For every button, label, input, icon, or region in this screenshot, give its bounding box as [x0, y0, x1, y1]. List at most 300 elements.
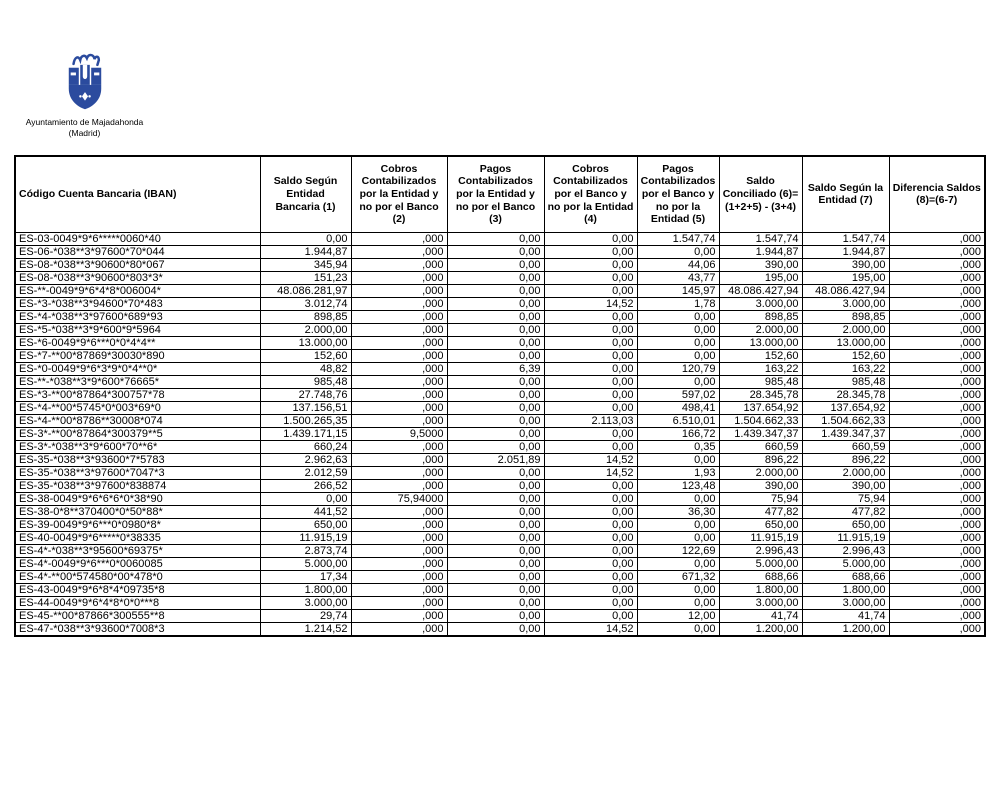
- amount-cell: 3.000,00: [719, 596, 802, 609]
- amount-cell: ,000: [889, 323, 985, 336]
- amount-cell: ,000: [351, 284, 447, 297]
- amount-cell: 195,00: [719, 271, 802, 284]
- amount-cell: 1,78: [637, 297, 719, 310]
- amount-cell: ,000: [889, 297, 985, 310]
- iban-cell: ES-39-0049*9*6***0*0980*8*: [15, 518, 260, 531]
- amount-cell: ,000: [351, 258, 447, 271]
- amount-cell: 1.504.662,33: [802, 414, 889, 427]
- iban-cell: ES-4*-**00*574580*00*478*0: [15, 570, 260, 583]
- amount-cell: 0,00: [447, 492, 544, 505]
- amount-cell: 650,00: [719, 518, 802, 531]
- table-row: [15, 596, 985, 609]
- amount-cell: 985,48: [260, 375, 351, 388]
- amount-cell: ,000: [889, 544, 985, 557]
- table-row: [15, 284, 985, 297]
- amount-cell: ,000: [889, 531, 985, 544]
- amount-cell: 163,22: [719, 362, 802, 375]
- amount-cell: 152,60: [260, 349, 351, 362]
- amount-cell: ,000: [351, 583, 447, 596]
- amount-cell: 5.000,00: [719, 557, 802, 570]
- amount-cell: ,000: [889, 271, 985, 284]
- amount-cell: ,000: [351, 544, 447, 557]
- amount-cell: 650,00: [802, 518, 889, 531]
- amount-cell: ,000: [889, 466, 985, 479]
- amount-cell: 75,94: [802, 492, 889, 505]
- iban-cell: ES-3*-*038**3*9*600*70**6*: [15, 440, 260, 453]
- amount-cell: 0,00: [447, 414, 544, 427]
- amount-cell: ,000: [889, 245, 985, 258]
- amount-cell: 985,48: [802, 375, 889, 388]
- amount-cell: 0,00: [447, 336, 544, 349]
- amount-cell: 1,93: [637, 466, 719, 479]
- iban-cell: ES-**-*038**3*9*600*76665*: [15, 375, 260, 388]
- amount-cell: 48.086.427,94: [802, 284, 889, 297]
- amount-cell: ,000: [889, 362, 985, 375]
- amount-cell: 0,00: [447, 427, 544, 440]
- amount-cell: 2.996,43: [802, 544, 889, 557]
- amount-cell: 3.000,00: [802, 297, 889, 310]
- amount-cell: 2.000,00: [802, 323, 889, 336]
- iban-cell: ES-**-0049*9*6*4*8*006004*: [15, 284, 260, 297]
- table-row: [15, 609, 985, 622]
- municipality-crest-logo: [64, 52, 106, 114]
- iban-cell: ES-*5-*038**3*9*600*9*5964: [15, 323, 260, 336]
- amount-cell: 390,00: [802, 258, 889, 271]
- iban-cell: ES-4*-*038**3*95600*69375*: [15, 544, 260, 557]
- amount-cell: 0,00: [544, 258, 637, 271]
- amount-cell: 2.996,43: [719, 544, 802, 557]
- amount-cell: 0,00: [447, 310, 544, 323]
- amount-cell: 0,00: [544, 557, 637, 570]
- amount-cell: ,000: [351, 232, 447, 245]
- amount-cell: ,000: [351, 323, 447, 336]
- amount-cell: 650,00: [260, 518, 351, 531]
- amount-cell: 6.510,01: [637, 414, 719, 427]
- amount-cell: 0,00: [447, 258, 544, 271]
- amount-cell: ,000: [351, 622, 447, 636]
- organization-subtitle: (Madrid): [68, 128, 101, 138]
- amount-cell: 151,23: [260, 271, 351, 284]
- amount-cell: ,000: [351, 362, 447, 375]
- amount-cell: 390,00: [719, 258, 802, 271]
- amount-cell: ,000: [889, 479, 985, 492]
- iban-cell: ES-*0-0049*9*6*3*9*0*4**0*: [15, 362, 260, 375]
- amount-cell: 0,00: [447, 232, 544, 245]
- amount-cell: 0,00: [544, 544, 637, 557]
- amount-cell: 48,82: [260, 362, 351, 375]
- amount-cell: 120,79: [637, 362, 719, 375]
- amount-cell: 0,00: [447, 596, 544, 609]
- amount-cell: 1.504.662,33: [719, 414, 802, 427]
- amount-cell: ,000: [351, 453, 447, 466]
- amount-cell: 266,52: [260, 479, 351, 492]
- amount-cell: 0,00: [637, 453, 719, 466]
- amount-cell: 1.439.347,37: [719, 427, 802, 440]
- table-row: [15, 336, 985, 349]
- amount-cell: 1.500.265,35: [260, 414, 351, 427]
- amount-cell: 166,72: [637, 427, 719, 440]
- amount-cell: 14,52: [544, 453, 637, 466]
- amount-cell: 44,06: [637, 258, 719, 271]
- organization-name: Ayuntamiento de Majadahonda: [25, 117, 144, 127]
- amount-cell: 0,00: [447, 544, 544, 557]
- iban-cell: ES-*3-**00*87864*300757*78: [15, 388, 260, 401]
- amount-cell: 14,52: [544, 466, 637, 479]
- iban-cell: ES-03-0049*9*6*****0060*40: [15, 232, 260, 245]
- amount-cell: 1.944,87: [260, 245, 351, 258]
- amount-cell: 896,22: [719, 453, 802, 466]
- amount-cell: 0,00: [447, 375, 544, 388]
- amount-cell: ,000: [889, 310, 985, 323]
- amount-cell: 28.345,78: [802, 388, 889, 401]
- amount-cell: 441,52: [260, 505, 351, 518]
- amount-cell: ,000: [889, 596, 985, 609]
- iban-cell: ES-40-0049*9*6*****0*38335: [15, 531, 260, 544]
- table-row: [15, 427, 985, 440]
- amount-cell: 0,00: [544, 596, 637, 609]
- amount-cell: 0,00: [447, 388, 544, 401]
- amount-cell: ,000: [351, 336, 447, 349]
- iban-cell: ES-08-*038**3*90600*80*067: [15, 258, 260, 271]
- crest-squiggle: [73, 55, 98, 65]
- amount-cell: ,000: [889, 492, 985, 505]
- column-header: Pagos Contabilizados por el Banco y no por la Entidad (5): [637, 156, 719, 232]
- column-header: Cobros Contabilizados por la Entidad y no por el Banco (2): [351, 156, 447, 232]
- amount-cell: 0,00: [544, 388, 637, 401]
- amount-cell: ,000: [351, 349, 447, 362]
- amount-cell: 11.915,19: [719, 531, 802, 544]
- amount-cell: 0,00: [260, 492, 351, 505]
- table-row: [15, 349, 985, 362]
- table-row: [15, 505, 985, 518]
- amount-cell: 17,34: [260, 570, 351, 583]
- table-row: [15, 492, 985, 505]
- amount-cell: 0,00: [637, 245, 719, 258]
- amount-cell: 48.086.427,94: [719, 284, 802, 297]
- amount-cell: ,000: [889, 518, 985, 531]
- amount-cell: 13.000,00: [719, 336, 802, 349]
- amount-cell: 12,00: [637, 609, 719, 622]
- amount-cell: 898,85: [802, 310, 889, 323]
- column-header: Saldo Según la Entidad (7): [802, 156, 889, 232]
- amount-cell: 0,00: [637, 531, 719, 544]
- amount-cell: 0,00: [447, 323, 544, 336]
- amount-cell: 0,00: [544, 609, 637, 622]
- amount-cell: 0,00: [544, 271, 637, 284]
- amount-cell: 498,41: [637, 401, 719, 414]
- amount-cell: 688,66: [802, 570, 889, 583]
- amount-cell: ,000: [889, 349, 985, 362]
- amount-cell: 1.800,00: [260, 583, 351, 596]
- amount-cell: 0,00: [447, 245, 544, 258]
- amount-cell: 345,94: [260, 258, 351, 271]
- amount-cell: 0,00: [447, 505, 544, 518]
- iban-cell: ES-44-0049*9*6*4*8*0*0***8: [15, 596, 260, 609]
- column-header: Pagos Contabilizados por la Entidad y no por el Banco (3): [447, 156, 544, 232]
- amount-cell: 671,32: [637, 570, 719, 583]
- amount-cell: ,000: [351, 466, 447, 479]
- table-row: [15, 414, 985, 427]
- amount-cell: 27.748,76: [260, 388, 351, 401]
- amount-cell: 660,24: [260, 440, 351, 453]
- iban-cell: ES-4*-0049*9*6***0*0060085: [15, 557, 260, 570]
- amount-cell: 36,30: [637, 505, 719, 518]
- table-row: [15, 271, 985, 284]
- amount-cell: 3.012,74: [260, 297, 351, 310]
- amount-cell: 0,00: [544, 531, 637, 544]
- column-header: Saldo Según Entidad Bancaria (1): [260, 156, 351, 232]
- amount-cell: ,000: [351, 570, 447, 583]
- amount-cell: 13.000,00: [260, 336, 351, 349]
- iban-cell: ES-35-*038**3*97600*7047*3: [15, 466, 260, 479]
- amount-cell: 43,77: [637, 271, 719, 284]
- iban-cell: ES-06-*038**3*97600*70*044: [15, 245, 260, 258]
- amount-cell: 0,00: [637, 323, 719, 336]
- amount-cell: 14,52: [544, 622, 637, 636]
- iban-cell: ES-45-**00*87866*300555**8: [15, 609, 260, 622]
- table-row: [15, 440, 985, 453]
- amount-cell: 0,00: [447, 440, 544, 453]
- amount-cell: 163,22: [802, 362, 889, 375]
- column-header: Código Cuenta Bancaria (IBAN): [15, 156, 260, 232]
- amount-cell: ,000: [889, 401, 985, 414]
- iban-cell: ES-38-0049*9*6*6*6*0*38*90: [15, 492, 260, 505]
- amount-cell: 5.000,00: [802, 557, 889, 570]
- amount-cell: ,000: [351, 518, 447, 531]
- reconciliation-table: [14, 155, 986, 637]
- table-row: [15, 401, 985, 414]
- iban-cell: ES-47-*038**3*93600*7008*3: [15, 622, 260, 636]
- amount-cell: 1.944,87: [802, 245, 889, 258]
- amount-cell: ,000: [889, 284, 985, 297]
- amount-cell: ,000: [351, 440, 447, 453]
- header-row: [15, 156, 985, 232]
- amount-cell: 0,00: [544, 232, 637, 245]
- amount-cell: 2.873,74: [260, 544, 351, 557]
- amount-cell: 11.915,19: [802, 531, 889, 544]
- column-header: Cobros Contabilizados por el Banco y no por la Entidad (4): [544, 156, 637, 232]
- amount-cell: 0,00: [447, 570, 544, 583]
- table-row: [15, 622, 985, 636]
- amount-cell: ,000: [889, 232, 985, 245]
- amount-cell: 0,00: [447, 531, 544, 544]
- table-row: [15, 245, 985, 258]
- amount-cell: ,000: [889, 570, 985, 583]
- table-row: [15, 310, 985, 323]
- amount-cell: 0,00: [260, 232, 351, 245]
- amount-cell: 0,00: [544, 479, 637, 492]
- iban-cell: ES-3*-**00*87864*300379**5: [15, 427, 260, 440]
- amount-cell: ,000: [889, 388, 985, 401]
- amount-cell: 137.654,92: [802, 401, 889, 414]
- amount-cell: 137.654,92: [719, 401, 802, 414]
- amount-cell: ,000: [889, 258, 985, 271]
- amount-cell: 3.000,00: [719, 297, 802, 310]
- amount-cell: 0,00: [447, 271, 544, 284]
- amount-cell: 48.086.281,97: [260, 284, 351, 297]
- crest-right-pillar: [91, 68, 101, 85]
- amount-cell: 0,00: [447, 466, 544, 479]
- amount-cell: 41,74: [719, 609, 802, 622]
- amount-cell: 0,00: [637, 622, 719, 636]
- iban-cell: ES-*4-**00*8786**30008*074: [15, 414, 260, 427]
- amount-cell: ,000: [889, 336, 985, 349]
- iban-cell: ES-*3-*038**3*94600*70*483: [15, 297, 260, 310]
- amount-cell: 0,00: [447, 349, 544, 362]
- table-row: [15, 362, 985, 375]
- amount-cell: ,000: [889, 427, 985, 440]
- amount-cell: 1.547,74: [719, 232, 802, 245]
- amount-cell: 597,02: [637, 388, 719, 401]
- amount-cell: 2.051,89: [447, 453, 544, 466]
- amount-cell: 2.000,00: [719, 323, 802, 336]
- amount-cell: 2.000,00: [719, 466, 802, 479]
- amount-cell: 1.214,52: [260, 622, 351, 636]
- amount-cell: 477,82: [802, 505, 889, 518]
- amount-cell: 2.962,63: [260, 453, 351, 466]
- amount-cell: 28.345,78: [719, 388, 802, 401]
- amount-cell: ,000: [351, 375, 447, 388]
- amount-cell: 0,00: [447, 284, 544, 297]
- table-row: [15, 479, 985, 492]
- amount-cell: ,000: [889, 557, 985, 570]
- amount-cell: 1.439.347,37: [802, 427, 889, 440]
- amount-cell: 1.547,74: [802, 232, 889, 245]
- iban-cell: ES-35-*038**3*97600*838874: [15, 479, 260, 492]
- amount-cell: ,000: [889, 622, 985, 636]
- amount-cell: ,000: [351, 596, 447, 609]
- amount-cell: 2.113,03: [544, 414, 637, 427]
- amount-cell: 0,00: [447, 622, 544, 636]
- amount-cell: ,000: [351, 557, 447, 570]
- amount-cell: 688,66: [719, 570, 802, 583]
- amount-cell: 0,00: [637, 375, 719, 388]
- amount-cell: ,000: [889, 375, 985, 388]
- table-row: [15, 583, 985, 596]
- table-row: [15, 232, 985, 245]
- amount-cell: 122,69: [637, 544, 719, 557]
- amount-cell: 0,00: [447, 401, 544, 414]
- amount-cell: 2.000,00: [802, 466, 889, 479]
- amount-cell: 0,00: [637, 596, 719, 609]
- amount-cell: ,000: [889, 583, 985, 596]
- amount-cell: 0,00: [544, 362, 637, 375]
- amount-cell: 1.439.171,15: [260, 427, 351, 440]
- amount-cell: ,000: [351, 479, 447, 492]
- amount-cell: 1.800,00: [719, 583, 802, 596]
- amount-cell: 1.200,00: [719, 622, 802, 636]
- amount-cell: ,000: [889, 453, 985, 466]
- amount-cell: 152,60: [719, 349, 802, 362]
- amount-cell: ,000: [351, 245, 447, 258]
- amount-cell: 75,94: [719, 492, 802, 505]
- amount-cell: ,000: [351, 505, 447, 518]
- table-row: [15, 297, 985, 310]
- amount-cell: 1.547,74: [637, 232, 719, 245]
- table-row: [15, 466, 985, 479]
- amount-cell: 9,5000: [351, 427, 447, 440]
- iban-cell: ES-*4-*038**3*97600*689*93: [15, 310, 260, 323]
- organization-header: [12, 52, 157, 139]
- amount-cell: 390,00: [802, 479, 889, 492]
- amount-cell: ,000: [351, 401, 447, 414]
- amount-cell: 137.156,51: [260, 401, 351, 414]
- iban-cell: ES-*6-0049*9*6***0*0*4*4**: [15, 336, 260, 349]
- amount-cell: 2.012,59: [260, 466, 351, 479]
- amount-cell: 0,35: [637, 440, 719, 453]
- amount-cell: 14,52: [544, 297, 637, 310]
- amount-cell: 3.000,00: [260, 596, 351, 609]
- amount-cell: 123,48: [637, 479, 719, 492]
- amount-cell: 0,00: [447, 557, 544, 570]
- amount-cell: ,000: [889, 440, 985, 453]
- amount-cell: 0,00: [637, 492, 719, 505]
- amount-cell: 1.200,00: [802, 622, 889, 636]
- amount-cell: 0,00: [637, 583, 719, 596]
- amount-cell: 0,00: [637, 336, 719, 349]
- amount-cell: 1.944,87: [719, 245, 802, 258]
- amount-cell: 0,00: [544, 245, 637, 258]
- table-row: [15, 531, 985, 544]
- amount-cell: 0,00: [544, 375, 637, 388]
- table-row: [15, 544, 985, 557]
- amount-cell: 75,94000: [351, 492, 447, 505]
- table-row: [15, 557, 985, 570]
- amount-cell: 0,00: [544, 492, 637, 505]
- amount-cell: 0,00: [544, 570, 637, 583]
- amount-cell: 0,00: [447, 297, 544, 310]
- table-row: [15, 570, 985, 583]
- column-header: Diferencia Saldos (8)=(6-7): [889, 156, 985, 232]
- amount-cell: ,000: [351, 609, 447, 622]
- amount-cell: 0,00: [447, 518, 544, 531]
- table-row: [15, 388, 985, 401]
- amount-cell: 898,85: [719, 310, 802, 323]
- amount-cell: 29,74: [260, 609, 351, 622]
- amount-cell: 0,00: [544, 310, 637, 323]
- amount-cell: 0,00: [447, 479, 544, 492]
- amount-cell: 985,48: [719, 375, 802, 388]
- table-row: [15, 258, 985, 271]
- amount-cell: 660,59: [802, 440, 889, 453]
- amount-cell: 11.915,19: [260, 531, 351, 544]
- amount-cell: 2.000,00: [260, 323, 351, 336]
- amount-cell: 0,00: [544, 583, 637, 596]
- iban-cell: ES-*4-**00*5745*0*003*69*0: [15, 401, 260, 414]
- amount-cell: 898,85: [260, 310, 351, 323]
- iban-cell: ES-08-*038**3*90600*803*3*: [15, 271, 260, 284]
- crest-left-pillar: [68, 68, 78, 85]
- amount-cell: 0,00: [447, 583, 544, 596]
- amount-cell: 0,00: [544, 349, 637, 362]
- amount-cell: 0,00: [637, 349, 719, 362]
- table-row: [15, 518, 985, 531]
- amount-cell: 896,22: [802, 453, 889, 466]
- iban-cell: ES-43-0049*9*6*8*4*09735*8: [15, 583, 260, 596]
- amount-cell: ,000: [889, 609, 985, 622]
- amount-cell: 1.800,00: [802, 583, 889, 596]
- table-row: [15, 323, 985, 336]
- amount-cell: ,000: [889, 414, 985, 427]
- amount-cell: 0,00: [544, 505, 637, 518]
- amount-cell: ,000: [351, 310, 447, 323]
- column-header: Saldo Conciliado (6)=(1+2+5) - (3+4): [719, 156, 802, 232]
- amount-cell: 660,59: [719, 440, 802, 453]
- amount-cell: 152,60: [802, 349, 889, 362]
- amount-cell: 0,00: [544, 518, 637, 531]
- amount-cell: 0,00: [544, 284, 637, 297]
- amount-cell: 477,82: [719, 505, 802, 518]
